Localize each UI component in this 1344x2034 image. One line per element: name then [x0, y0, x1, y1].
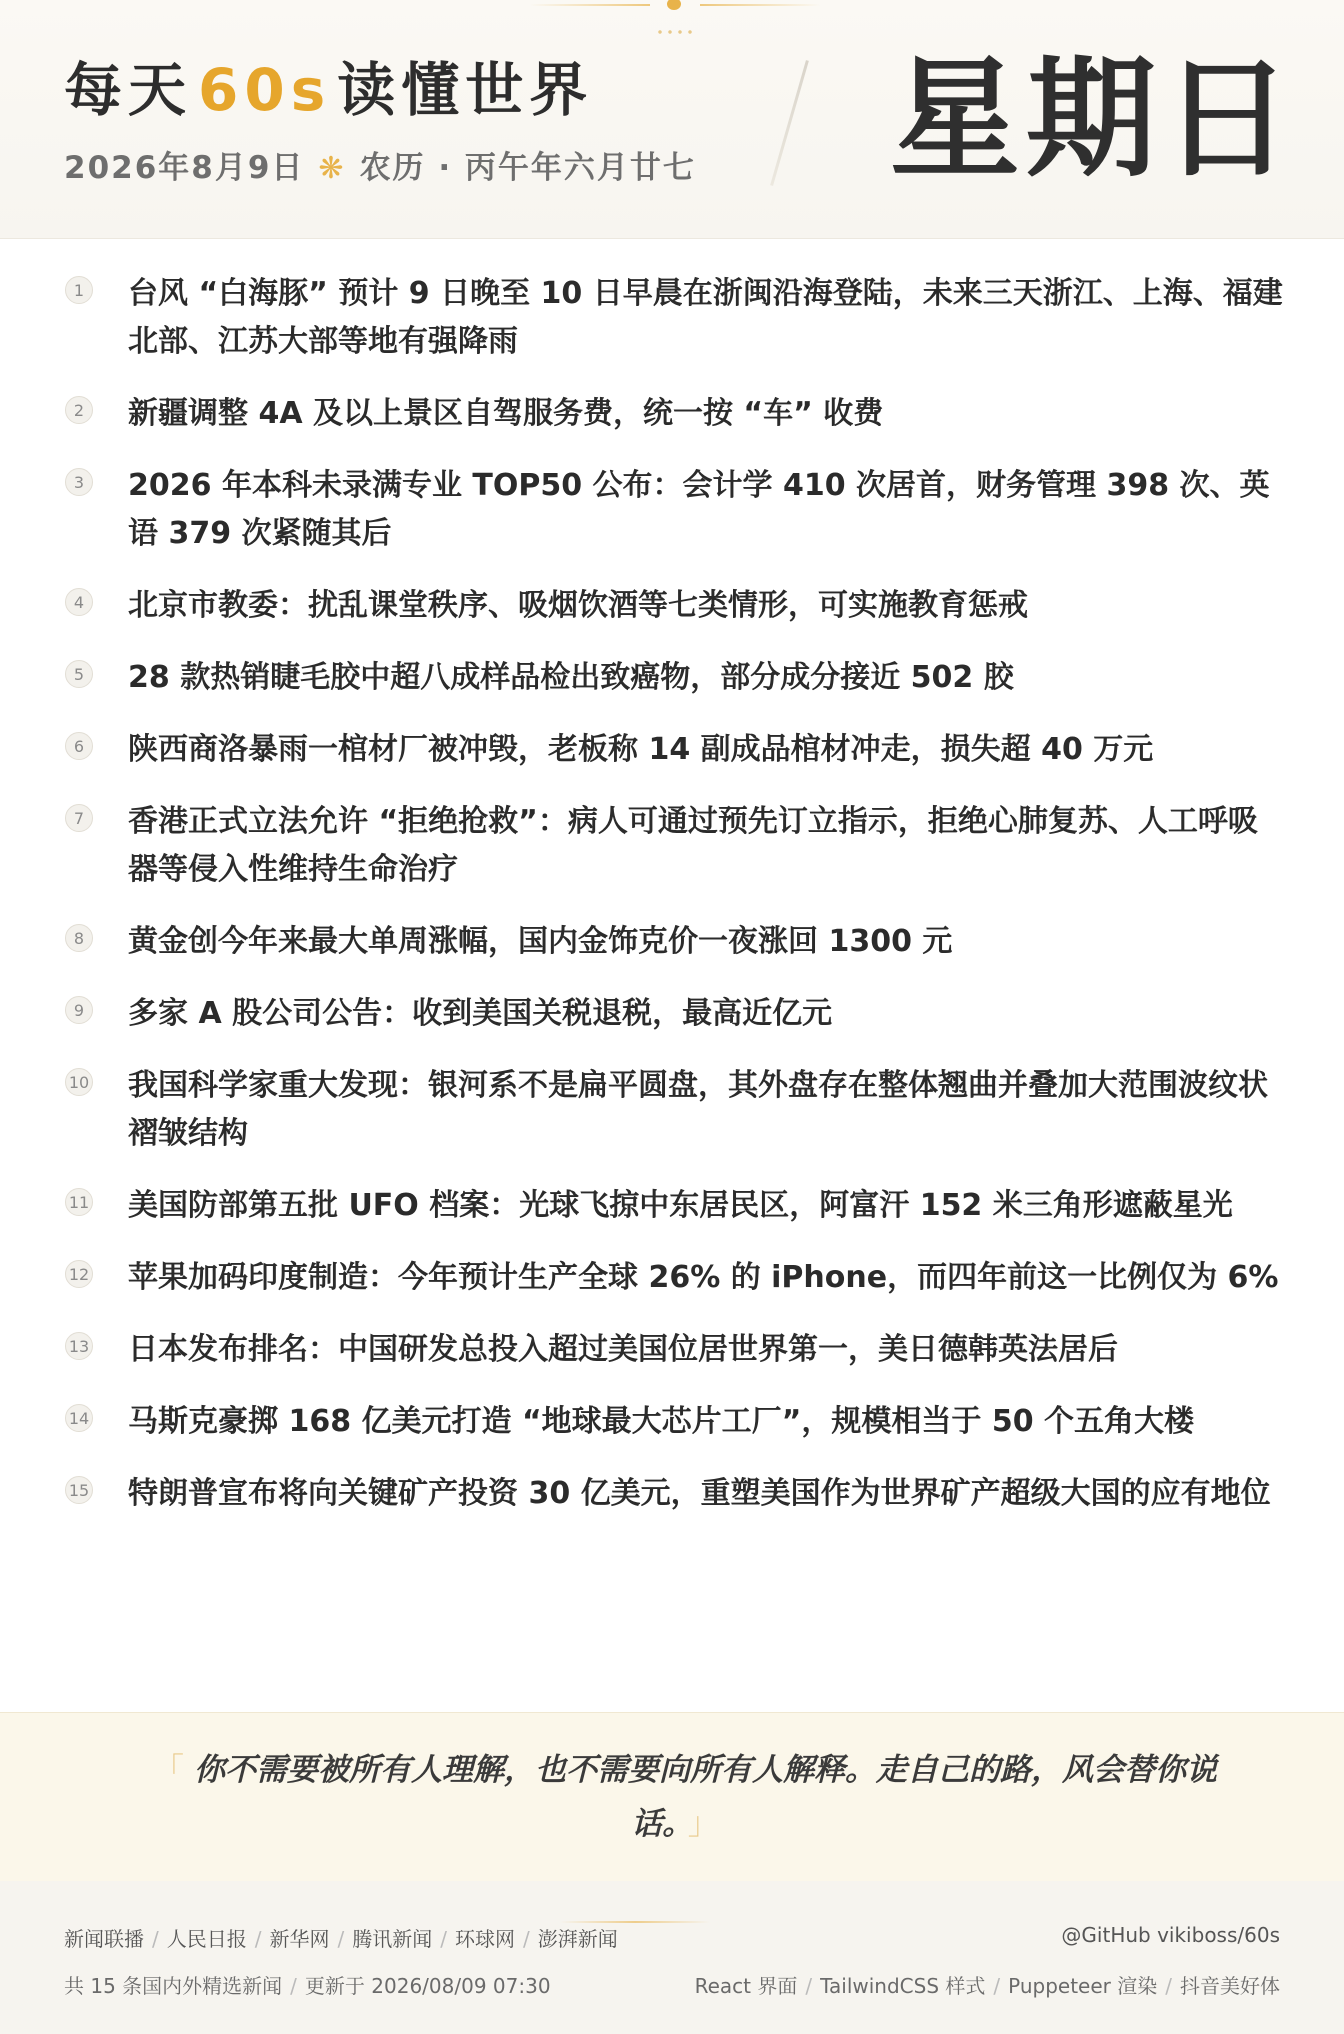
separator: / [440, 1927, 447, 1951]
separator: / [1165, 1974, 1172, 1998]
daily-quote [140, 1743, 1220, 1851]
updated-time: 更新于 2026/08/09 07:30 [304, 1974, 551, 1998]
top-decoration [530, 0, 820, 40]
news-number-badge: 13 [65, 1332, 93, 1360]
page-title [64, 50, 593, 130]
news-text: 香港正式立法允许 “拒绝抢救”：病人可通过预先订立指示，拒绝心肺复苏、人工呼吸器等侵入性维持生命治疗 [128, 804, 1258, 887]
news-number-badge: 8 [65, 924, 93, 952]
source-item: 人民日报 [166, 1927, 247, 1951]
news-text: 2026 年本科未录满专业 TOP50 公布：会计学 410 次居首，财务管理 398 次、英语 379 次紧随其后 [128, 468, 1270, 551]
news-item [0, 918, 1344, 966]
source-item: 澎湃新闻 [537, 1927, 618, 1951]
decor-line-right [700, 4, 820, 6]
decor-line-left [530, 4, 650, 6]
news-text: 特朗普宣布将向关键矿产投资 30 亿美元，重塑美国作为世界矿产超级大国的应有地位 [128, 1476, 1271, 1511]
news-text: 多家 A 股公司公告：收到美国关税退税，最高近亿元 [128, 996, 833, 1031]
tech-item: 抖音美好体 [1180, 1974, 1280, 1998]
news-number-badge: 1 [65, 276, 93, 304]
news-item [0, 726, 1344, 774]
news-item [0, 798, 1344, 894]
header [0, 0, 1344, 239]
decor-dots [655, 30, 695, 34]
separator: / [993, 1974, 1001, 1998]
news-sources [64, 1923, 618, 1952]
date-row [64, 142, 696, 187]
tech-item: Puppeteer 渲染 [1008, 1974, 1158, 1998]
source-item: 新华网 [269, 1927, 330, 1951]
sparkle-icon: ❋ [318, 151, 346, 186]
news-item [0, 270, 1344, 366]
news-text: 苹果加码印度制造：今年预计生产全球 26% 的 iPhone，而四年前这一比例仅为 6% [128, 1260, 1279, 1295]
news-item [0, 1254, 1344, 1302]
news-item [0, 390, 1344, 438]
news-text: 日本发布排名：中国研发总投入超过美国位居世界第一，美日德韩英法居后 [128, 1332, 1118, 1367]
news-number-badge: 6 [65, 732, 93, 760]
separator: / [337, 1927, 345, 1951]
footer [0, 1881, 1344, 2034]
news-number-badge: 14 [65, 1404, 93, 1432]
news-item [0, 582, 1344, 630]
quote-text: 你不需要被所有人理解，也不需要向所有人解释。走自己的路，风会替你说话。 [194, 1752, 1217, 1842]
tech-item: TailwindCSS 样式 [820, 1974, 986, 1998]
news-item [0, 1326, 1344, 1374]
separator: / [254, 1927, 262, 1951]
news-item [0, 1062, 1344, 1158]
news-meta [64, 1970, 551, 1999]
news-list [0, 270, 1344, 1542]
news-text: 28 款热销睫毛胶中超八成样品检出致癌物，部分成分接近 502 胶 [128, 660, 1014, 695]
separator: / [805, 1974, 813, 1998]
news-number-badge: 9 [65, 996, 93, 1024]
news-item [0, 1182, 1344, 1230]
news-text: 马斯克豪掷 168 亿美元打造 “地球最大芯片工厂”，规模相当于 50 个五角大楼 [128, 1404, 1195, 1439]
decor-dot [667, 0, 681, 10]
news-text: 北京市教委：扰乱课堂秩序、吸烟饮酒等七类情形，可实施教育惩戒 [128, 588, 1028, 623]
repo-credit: @GitHub vikiboss/60s [1061, 1923, 1280, 1947]
news-number-badge: 5 [65, 660, 93, 688]
news-text: 美国防部第五批 UFO 档案：光球飞掠中东居民区，阿富汗 152 米三角形遮蔽星光 [128, 1188, 1233, 1223]
source-item: 环球网 [455, 1927, 515, 1951]
tech-credits [695, 1970, 1280, 1999]
news-text: 新疆调整 4A 及以上景区自驾服务费，统一按 “车” 收费 [128, 396, 884, 431]
title-accent: 60s [198, 56, 332, 124]
news-item [0, 1398, 1344, 1446]
title-suffix: 读懂世界 [337, 56, 594, 124]
title-prefix: 每天 [64, 56, 193, 124]
news-text: 黄金创今年来最大单周涨幅，国内金饰克价一夜涨回 1300 元 [128, 924, 953, 959]
news-item [0, 990, 1344, 1038]
news-number-badge: 2 [65, 396, 93, 424]
news-count: 共 15 条国内外精选新闻 [64, 1974, 283, 1998]
news-number-badge: 12 [65, 1260, 93, 1288]
source-item: 腾讯新闻 [352, 1927, 433, 1951]
news-number-badge: 11 [65, 1188, 93, 1216]
tech-item: React 界面 [694, 1974, 798, 1998]
separator: / [290, 1974, 297, 1998]
news-number-badge: 4 [65, 588, 93, 616]
quote-open-mark: 「 [153, 1752, 184, 1788]
quote-close-mark: 」 [687, 1806, 719, 1842]
quote-box [0, 1712, 1344, 1882]
news-item [0, 654, 1344, 702]
separator: / [523, 1927, 530, 1951]
date-text: 2026年8月9日 [64, 150, 305, 186]
news-text: 陕西商洛暴雨一棺材厂被冲毁，老板称 14 副成品棺材冲走，损失超 40 万元 [128, 732, 1154, 767]
news-number-badge: 15 [65, 1476, 93, 1504]
source-item: 新闻联播 [64, 1927, 144, 1951]
lunar-date: 农历 · 丙午年六月廿七 [359, 150, 696, 186]
news-text: 台风 “白海豚” 预计 9 日晚至 10 日早晨在浙闽沿海登陆，未来三天浙江、上海、福建北部、江苏大部等地有强降雨 [128, 276, 1283, 359]
weekday: 星期日 [890, 43, 1299, 195]
news-number-badge: 7 [65, 804, 93, 832]
news-number-badge: 10 [65, 1068, 93, 1096]
divider-slash [770, 60, 809, 186]
separator: / [152, 1927, 159, 1951]
news-item [0, 462, 1344, 558]
news-number-badge: 3 [65, 468, 93, 496]
news-text: 我国科学家重大发现：银河系不是扁平圆盘，其外盘存在整体翘曲并叠加大范围波纹状褶皱结构 [128, 1068, 1268, 1151]
news-item [0, 1470, 1344, 1518]
